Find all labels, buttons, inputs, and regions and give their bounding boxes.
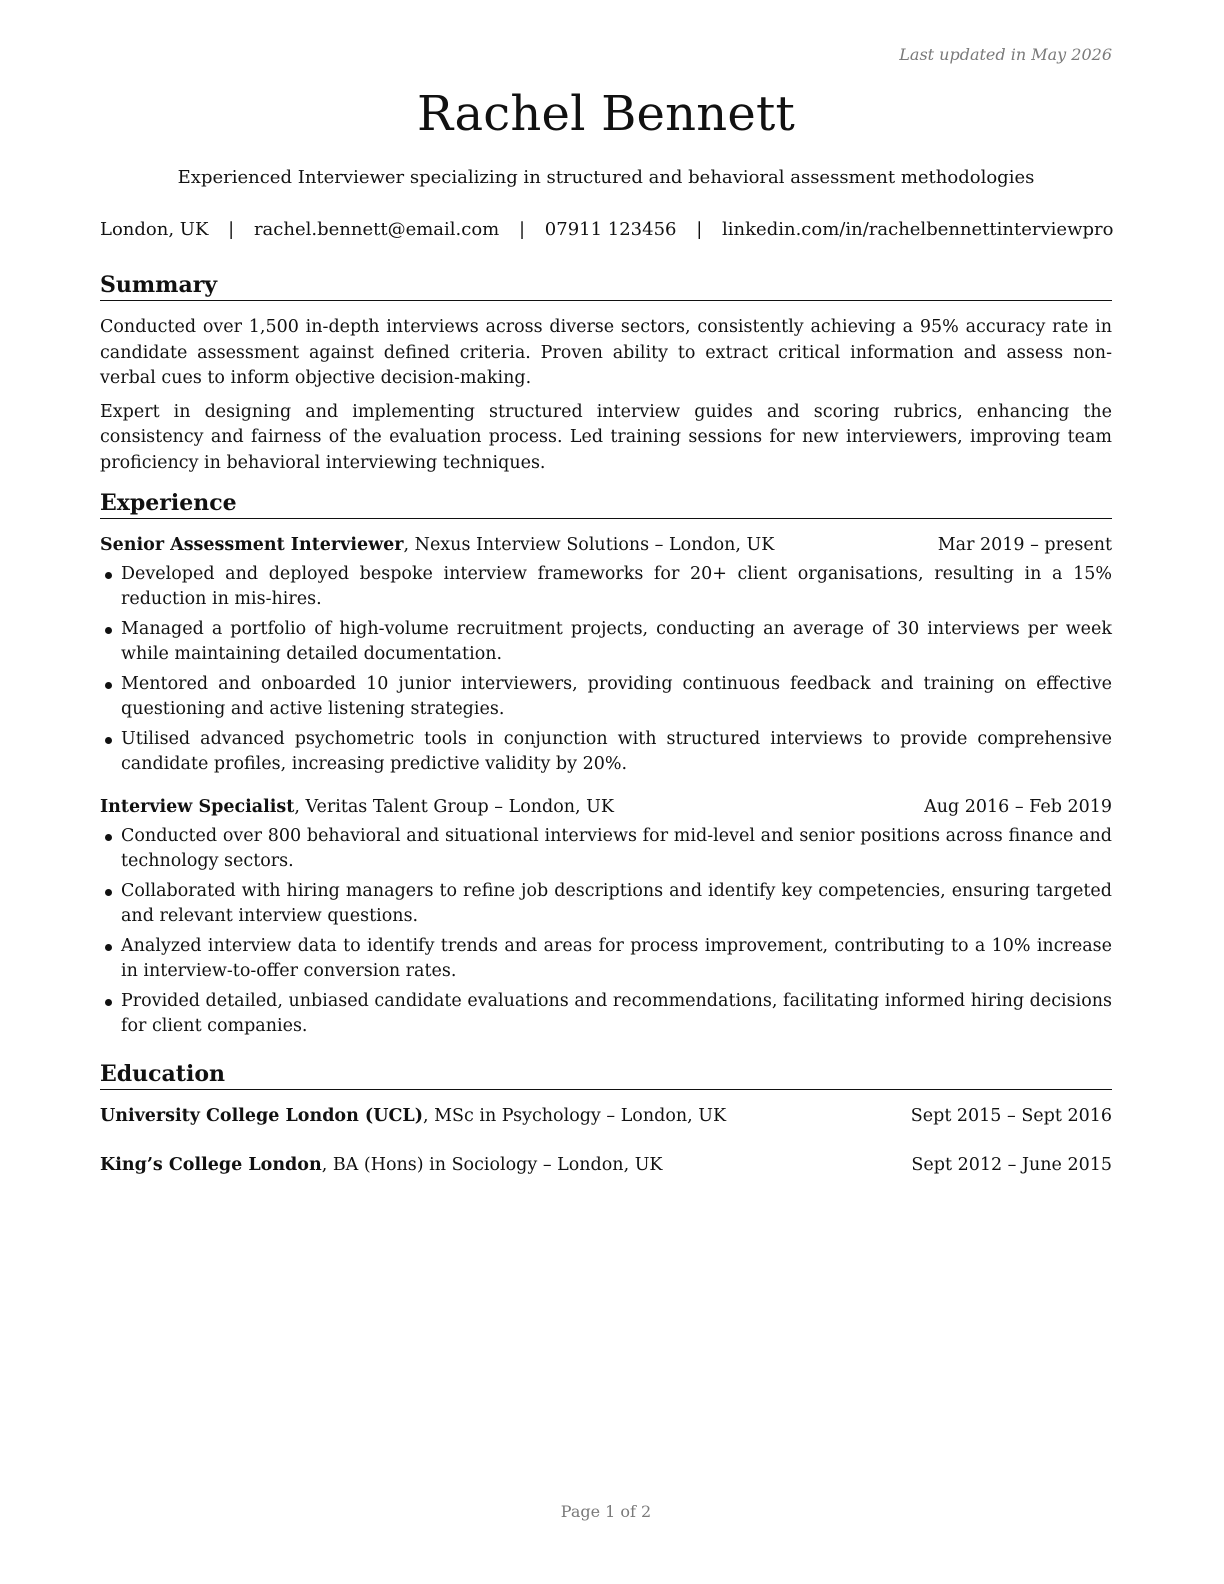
job-org: , Veritas Talent Group – London, UK xyxy=(294,797,615,817)
job-bullet: Mentored and onboarded 10 junior interviewers, providing continuous feedback and training on effective questioning and active listening strategies. xyxy=(100,672,1112,722)
job-bullet: Provided detailed, unbiased candidate evaluations and recommendations, facilitating informed hiring decisions for client companies. xyxy=(100,989,1112,1039)
education-dates: Sept 2015 – Sept 2016 xyxy=(910,1106,1112,1126)
education-school: University College London (UCL) xyxy=(100,1106,423,1126)
job-bullets xyxy=(100,824,1112,1039)
contact-email[interactable]: rachel.bennett@email.com xyxy=(253,219,500,240)
experience-section xyxy=(100,490,1112,1044)
education-degree: , MSc in Psychology – London, UK xyxy=(422,1106,727,1126)
job-entry xyxy=(100,533,1112,777)
job-dates: Aug 2016 – Feb 2019 xyxy=(924,797,1112,817)
contact-location: London, UK xyxy=(100,219,209,240)
education-title-line xyxy=(100,1104,726,1129)
job-title-line xyxy=(100,533,774,558)
contact-separator: | xyxy=(696,219,703,240)
summary-section xyxy=(100,272,1112,476)
section-title-summary: Summary xyxy=(100,272,1112,301)
contact-line xyxy=(100,219,1112,240)
education-entry xyxy=(100,1104,1112,1129)
contact-separator: | xyxy=(518,219,526,240)
job-bullets xyxy=(100,562,1112,777)
resume-page xyxy=(100,0,1112,1584)
job-header xyxy=(100,533,1112,558)
job-dates: Mar 2019 – present xyxy=(937,535,1112,555)
section-title-experience: Experience xyxy=(100,490,1112,519)
job-bullet: Managed a portfolio of high-volume recruitment projects, conducting an average of 30 interviews per week while maintaining detailed documentation. xyxy=(100,617,1112,667)
contact-phone[interactable]: 07911 123456 xyxy=(544,219,677,240)
job-title-line xyxy=(100,795,614,820)
contact-linkedin[interactable]: linkedin.com/in/rachelbennettinterviewpro xyxy=(722,219,1114,240)
job-bullet: Analyzed interview data to identify trends and areas for process improvement, contributing to a 10% increase in interview-to-offer conversion rates. xyxy=(100,934,1112,984)
last-updated: Last updated in May 2026 xyxy=(899,45,1112,64)
job-bullet: Conducted over 800 behavioral and situational interviews for mid-level and senior positions across finance and technology sectors. xyxy=(100,824,1112,874)
job-entry xyxy=(100,795,1112,1039)
education-school: King’s College London xyxy=(100,1155,322,1175)
section-title-education: Education xyxy=(100,1061,1112,1090)
job-role: Senior Assessment Interviewer xyxy=(100,535,404,555)
job-bullet: Developed and deployed bespoke interview frameworks for 20+ client organisations, resulting in a 15% reduction in mis-hires. xyxy=(100,562,1112,612)
job-role: Interview Specialist xyxy=(100,797,295,817)
job-org: , Nexus Interview Solutions – London, UK xyxy=(403,535,775,555)
education-dates: Sept 2012 – June 2015 xyxy=(911,1155,1112,1175)
summary-paragraph: Conducted over 1,500 in-depth interviews across diverse sectors, consistently achieving a 95% accuracy rate in candidate assessment against defined criteria. Proven ability to extract critical information and assess non-verbal cues to inform objective decision-making. xyxy=(100,317,1112,388)
page-number: Page 1 of 2 xyxy=(560,1502,652,1521)
education-title-line xyxy=(100,1153,663,1178)
contact-separator: | xyxy=(228,219,235,240)
headline: Experienced Interviewer specializing in structured and behavioral assessment methodologies xyxy=(177,167,1035,188)
summary-paragraph: Expert in designing and implementing structured interview guides and scoring rubrics, enhancing the consistency and fairness of the evaluation process. Led training sessions for new interviewers, improving team proficiency in behavioral interviewing techniques. xyxy=(100,401,1112,473)
education-entry xyxy=(100,1153,1112,1178)
job-header xyxy=(100,795,1112,820)
job-bullet: Utilised advanced psychometric tools in conjunction with structured interviews to provide comprehensive candidate profiles, increasing predictive validity by 20%. xyxy=(100,727,1112,777)
job-bullet: Collaborated with hiring managers to refine job descriptions and identify key competencies, ensuring targeted and relevant interview questions. xyxy=(100,879,1112,929)
education-section xyxy=(100,1061,1112,1178)
candidate-name: Rachel Bennett xyxy=(417,86,795,142)
education-degree: , BA (Hons) in Sociology – London, UK xyxy=(321,1155,663,1175)
